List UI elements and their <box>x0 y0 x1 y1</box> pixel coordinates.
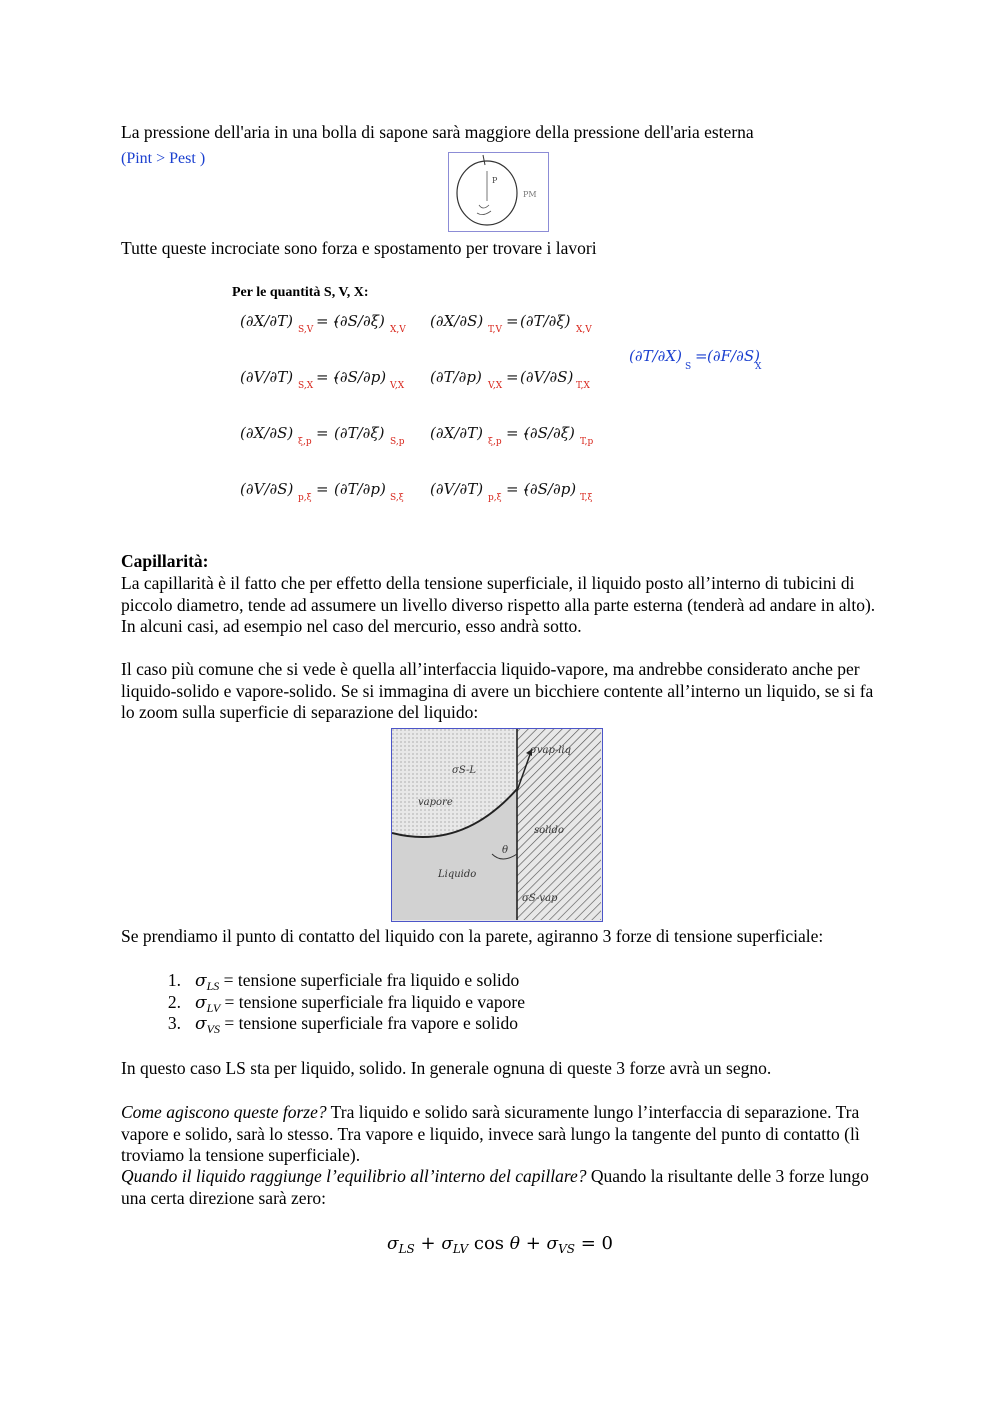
svg-text:(∂X/∂T): (∂X/∂T) <box>240 312 293 330</box>
svg-text:S,X: S,X <box>298 381 314 391</box>
svg-text:PM: PM <box>523 190 537 199</box>
svg-text:= -: = - <box>316 312 339 330</box>
svg-text:P: P <box>492 176 498 185</box>
svg-text:=: = <box>506 368 519 386</box>
svg-text:(∂V/∂S): (∂V/∂S) <box>240 480 294 498</box>
how-forces-paragraph: Come agiscono queste forze? Tra liquido e solido sarà sicuramente lungo l’interfaccia di separazione. Tra vapore e solido, sarà lo stesso. Tra vapore e liquido, invece sarà lungo la tangente del punto di contatto (lì troviamo la tensione superficiale). <box>121 1102 860 1165</box>
svg-text:S,p: S,p <box>390 437 405 447</box>
svg-text:Liquido: Liquido <box>438 869 477 880</box>
svg-text:(∂S/∂ξ): (∂S/∂ξ) <box>524 424 575 442</box>
intro-line: La pressione dell'aria in una bolla di sapone sarà maggiore della pressione dell'aria esterna <box>121 122 754 142</box>
svg-text:(∂S/∂ξ): (∂S/∂ξ) <box>334 312 385 330</box>
svg-text:= -: = - <box>316 368 339 386</box>
svg-text:(∂S/∂p): (∂S/∂p) <box>524 480 577 498</box>
svg-text:(∂T/∂ξ): (∂T/∂ξ) <box>334 424 385 442</box>
svg-text:θ: θ <box>502 845 509 856</box>
svg-text:σS-L: σS-L <box>452 765 477 776</box>
pressure-relation: (Pint > Pest ) <box>121 150 206 167</box>
svg-text:X,V: X,V <box>390 325 406 335</box>
svg-text:T,ξ: T,ξ <box>580 493 593 503</box>
capillary-interface-figure <box>391 728 603 922</box>
svg-text:(∂X/∂S): (∂X/∂S) <box>240 424 294 442</box>
svg-text:= -: = - <box>506 424 529 442</box>
works-line: Tutte queste incrociate sono forza e spostamento per trovare i lavori <box>121 238 597 258</box>
svg-text:(∂V/∂T): (∂V/∂T) <box>240 368 294 386</box>
svg-text:(∂T/∂ξ): (∂T/∂ξ) <box>520 312 571 330</box>
svg-text:T,p: T,p <box>580 437 594 447</box>
svg-text:vapore: vapore <box>418 797 453 808</box>
svg-text:=: = <box>316 480 329 498</box>
svg-text:(∂X/∂T): (∂X/∂T) <box>430 424 483 442</box>
capillarity-paragraph-1: La capillarità è il fatto che per effetto della tensione superficiale, il liquido posto all’interno di tubicini di piccolo diametro, tende ad assumere un livello diverso rispetto alla parte esterna (tenderà ad andare in alto). In alcuni casi, ad esempio nel caso del mercurio, esso andrà sotto. <box>121 573 876 636</box>
svg-text:V,X: V,X <box>488 381 503 391</box>
svg-text:(∂V/∂T): (∂V/∂T) <box>430 480 484 498</box>
svg-text:(∂S/∂p): (∂S/∂p) <box>334 368 387 386</box>
list-item: 1. $\sigma_{LS}$ = tensione superficiale fra liquido e solido <box>167 970 520 993</box>
svg-text:(∂X/∂S): (∂X/∂S) <box>430 312 484 330</box>
svg-text:X: X <box>755 362 762 372</box>
svg-text:T,X: T,X <box>576 381 590 391</box>
ls-line: In questo caso LS sta per liquido, solido. In generale ognuna di queste 3 forze avrà un segno. <box>121 1058 772 1078</box>
svg-text:=: = <box>316 424 329 442</box>
svg-text:=: = <box>506 312 519 330</box>
svg-text:p,ξ: p,ξ <box>488 493 502 503</box>
equilibrium-paragraph: Quando il liquido raggiunge l’equilibrio all’interno del capillare? Quando la risultante delle 3 forze lungo una certa direzione sarà zero: <box>121 1166 869 1208</box>
svg-text:(∂T/∂p): (∂T/∂p) <box>430 368 482 386</box>
svg-text:σS-vap: σS-vap <box>522 893 558 904</box>
svg-text:T,V: T,V <box>488 325 503 335</box>
list-item: 2. $\sigma_{LV}$ = tensione superficiale fra liquido e vapore <box>167 991 525 1015</box>
svg-text:X,V: X,V <box>576 325 592 335</box>
contact-point-line: Se prendiamo il punto di contatto del liquido con la parete, agiranno 3 forze di tensione superficiale: <box>121 926 824 946</box>
blue-maxwell-relation <box>625 323 765 393</box>
svg-text:=: = <box>695 347 708 365</box>
list-item: 3. $\sigma_{VS}$ = tensione superficiale fra vapore e solido <box>167 1013 518 1036</box>
svg-text:S,ξ: S,ξ <box>390 493 404 503</box>
svg-text:solido: solido <box>534 825 564 836</box>
svg-text:(∂T/∂X): (∂T/∂X) <box>629 347 682 365</box>
svg-text:S: S <box>685 362 692 372</box>
maxwell-relations-image <box>230 282 630 530</box>
maxwell-title: Per le quantità S, V, X: <box>232 285 369 300</box>
soap-bubble-sketch <box>448 152 549 232</box>
svg-text:(∂T/∂p): (∂T/∂p) <box>334 480 386 498</box>
svg-text:σvap-liq: σvap-liq <box>530 745 572 756</box>
svg-text:V,X: V,X <box>390 381 405 391</box>
svg-text:(∂V/∂S): (∂V/∂S) <box>520 368 574 386</box>
capillarity-heading: Capillarità: <box>121 551 209 571</box>
svg-text:(∂F/∂S): (∂F/∂S) <box>707 347 760 365</box>
capillarity-paragraph-2: Il caso più comune che si vede è quella all’interfaccia liquido-vapore, ma andrebbe considerato anche per liquido-solido e vapore-solido. Se si immagina di avere un bicchiere contente all’interno un liquido, se si fa lo zoom sulla superficie di separazione del liquido: <box>121 659 874 722</box>
equilibrium-equation: $\sigma_{LS} + \sigma_{LV}$ $\cos \theta + \sigma_{VS} = 0$ <box>386 1233 614 1256</box>
svg-text:ξ,p: ξ,p <box>298 437 312 447</box>
svg-text:p,ξ: p,ξ <box>298 493 312 503</box>
svg-text:= -: = - <box>506 480 529 498</box>
svg-text:S,V: S,V <box>298 325 314 335</box>
forces-list <box>121 970 525 1035</box>
svg-text:ξ,p: ξ,p <box>488 437 502 447</box>
